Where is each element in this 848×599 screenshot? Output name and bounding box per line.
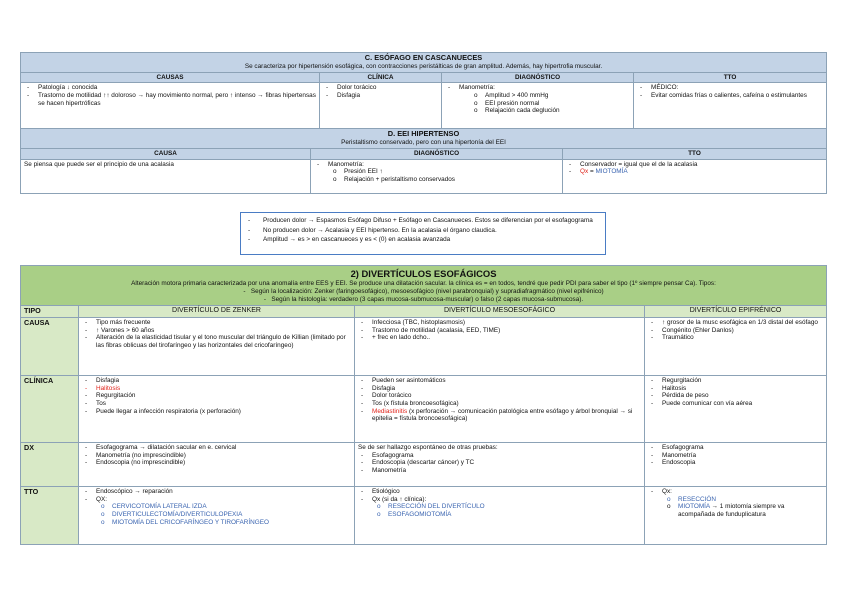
list-item: - Manometría xyxy=(648,452,823,460)
col-epi: DIVERTÍCULO EPIFRÉNICO xyxy=(645,306,827,318)
section-cascanueces xyxy=(20,52,826,194)
eei-causa: Se piensa que puede ser el principio de una acalasia xyxy=(21,159,311,193)
clinica-zenker xyxy=(79,375,355,442)
list-item: - Endoscópico → reparación xyxy=(82,488,351,496)
dx-meso xyxy=(355,442,645,486)
causa-epi xyxy=(645,317,827,375)
cascanueces-header xyxy=(21,53,827,73)
miotomia-label: MIOTOMÍA xyxy=(595,168,628,176)
cascanueces-subtitle: Se caracteriza por hipertensión esofágica, con contracciones peristálticas de gran amplitud. Además, hay hipertrofia muscular. xyxy=(244,62,603,70)
list-item: - Tos (x fístula broncoesofágica) xyxy=(358,400,641,408)
cascanueces-title: C. ESÓFAGO EN CASCANUECES xyxy=(364,53,483,62)
summary-item: - Amplitud → es > en cascanueces y es < (0) en acalasia avanzada xyxy=(245,236,601,244)
list-item: - Manometría: xyxy=(445,84,630,92)
col-zenker: DIVERTÍCULO DE ZENKER xyxy=(79,306,355,318)
eei-subtitle: Peristaltismo conservado, pero con una hipertonía del EEI xyxy=(341,139,506,147)
list-item: - Alteración de la elasticidad tisular y el tono muscular del triángulo de Killian (limitado por las fibras oblicuas del tirofaríngeo y las horizontales del cricofaríngeo) xyxy=(82,334,351,349)
col-diagnostico: DIAGNÓSTICO xyxy=(311,148,563,159)
qx-equals: = xyxy=(588,168,596,176)
miotomia-detail: → 1 miotomía siempre va acompañada de funduplicatura xyxy=(678,503,785,519)
list-item: - ↑ grosor de la musc esofágica en 1/3 distal del esófago xyxy=(648,319,823,327)
list-item: - Regurgitación xyxy=(648,377,823,385)
summary-item: - Producen dolor → Espasmos Esófago Difuso + Esófago en Cascanueces. Estos se diferencian por el esofagograma xyxy=(245,217,601,225)
diverticulos-loc xyxy=(24,288,823,296)
col-causas: CAUSAS xyxy=(21,72,320,83)
summary-item: - No producen dolor → Acalasia y EEI hipertenso. En la acalasia el órgano claudica. xyxy=(245,227,601,235)
dash: - xyxy=(263,295,272,303)
tto-epi xyxy=(645,486,827,544)
eei-header xyxy=(21,129,827,149)
list-item: - Esofagograma xyxy=(358,452,641,460)
cascanueces-table xyxy=(20,52,827,149)
mediastinitis-label: Mediastinitis xyxy=(372,407,408,415)
loc-text: Según la localización: Zenker (faringoesofágico), mesoesofágico (nivel parabronquial) y supradiafragmático (nivel epifrénico) xyxy=(250,287,604,295)
col-tto: TTO xyxy=(634,72,827,83)
list-item: - Qx: xyxy=(648,488,823,496)
list-item: - Endoscopia (descartar cáncer) y TC xyxy=(358,459,641,467)
eei-title: D. EEI HIPERTENSO xyxy=(387,129,460,139)
eei-tto xyxy=(563,159,827,193)
list-item: - Manometría: xyxy=(314,161,559,169)
section-diverticulos xyxy=(20,265,826,545)
list-item: o Relajación cada deglución xyxy=(445,107,630,115)
list-item: - Pueden ser asintomáticos xyxy=(358,377,641,385)
clinica-epi xyxy=(645,375,827,442)
mediastinitis-detail: (x perforación → comunicación patológica entre esófago y árbol bronquial → si epitelia = fístula broncoesofágica) xyxy=(372,407,633,423)
row-causa-label: CAUSA xyxy=(21,317,79,375)
list-item: - Disfagia xyxy=(358,385,641,393)
list-item xyxy=(648,503,823,518)
list-item: - Halitosis xyxy=(82,385,351,393)
list-item: o RESECCIÓN xyxy=(648,496,823,504)
list-item: - Disfagia xyxy=(323,92,438,100)
dx-epi xyxy=(645,442,827,486)
list-item: - QX: xyxy=(82,496,351,504)
cascanueces-diagnostico xyxy=(442,83,634,129)
list-item: - Disfagia xyxy=(82,377,351,385)
list-item: - Manometría (no imprescindible) xyxy=(82,452,351,460)
miotomia-label: MIOTOMÍA xyxy=(678,503,710,511)
list-item: - Endoscopia xyxy=(648,459,823,467)
list-item: - Regurgitación xyxy=(82,392,351,400)
list-item: o CERVICOTOMÍA LATERAL IZDA xyxy=(82,503,351,511)
dash: - xyxy=(243,287,251,295)
diverticulos-hist xyxy=(24,296,823,304)
list-item: - Trastorno de motilidad ↑↑ doloroso → hay movimiento normal, pero ↑ intenso → fibras hipertensas se hacen hipertróficas xyxy=(24,92,316,107)
dx-meso-intro: Se de ser hallazgo espontáneo de otras pruebas: xyxy=(358,443,498,451)
list-item: - MÉDICO: xyxy=(637,84,823,92)
list-item: o Relajación + peristaltismo conservados xyxy=(314,176,559,184)
list-item: o DIVERTICULECTOMÍA/DIVERTICULOPEXIA xyxy=(82,511,351,519)
col-diagnostico: DIAGNÓSTICO xyxy=(442,72,634,83)
list-item: - Evitar comidas frías o calientes, cafeína o estimulantes xyxy=(637,92,823,100)
list-item: - Pérdida de peso xyxy=(648,392,823,400)
list-item: - Manometría xyxy=(358,467,641,475)
list-item: - Traumático xyxy=(648,334,823,342)
summary-box xyxy=(240,212,606,255)
list-item: - Qx (si da ↑ clínica): xyxy=(358,496,641,504)
eei-table xyxy=(20,148,827,194)
list-item: - Esofagograma → dilatación sacular en e. cervical xyxy=(82,444,351,452)
list-item: - Etiológico xyxy=(358,488,641,496)
tto-meso xyxy=(355,486,645,544)
col-clinica: CLÍNICA xyxy=(320,72,442,83)
list-item: - Trastorno de motilidad (acalasia, EED, TIME) xyxy=(358,327,641,335)
diverticulos-intro: Alteración motora primaria caracterizada por una anomalía entre EES y EEI. Se produce una dilatación sacular. la clínica es = en todos, tendré que pedir PDI para saber el tipo (1º siempre pensar Ca). Tipos: xyxy=(131,280,716,288)
cascanueces-causas xyxy=(21,83,320,129)
list-item: - Esofagograma xyxy=(648,444,823,452)
list-item: - Tos xyxy=(82,400,351,408)
list-item: - ↑ Varones > 60 años xyxy=(82,327,351,335)
list-item: - Conservador = igual que el de la acalasia xyxy=(566,161,823,169)
col-meso: DIVERTÍCULO MESOESOFÁGICO xyxy=(355,306,645,318)
row-clinica-label: CLÍNICA xyxy=(21,375,79,442)
list-item: - + frec en lado dcho.. xyxy=(358,334,641,342)
row-tto-label: TTO xyxy=(21,486,79,544)
causa-meso xyxy=(355,317,645,375)
dx-zenker xyxy=(79,442,355,486)
list-item: - Patología ↓ conocida xyxy=(24,84,316,92)
list-item: - Congénito (Ehler Danlos) xyxy=(648,327,823,335)
list-item: - Halitosis xyxy=(648,385,823,393)
diverticulos-header xyxy=(21,266,827,306)
list-item: o ESOFAGOMIOTOMÍA xyxy=(358,511,641,519)
causa-zenker xyxy=(79,317,355,375)
clinica-meso xyxy=(355,375,645,442)
list-item: - Puede llegar a infección respiratoria (x perforación) xyxy=(82,408,351,416)
list-item: o RESECCIÓN DEL DIVERTÍCULO xyxy=(358,503,641,511)
qx-label: Qx xyxy=(580,168,589,176)
list-item: - Endoscopia (no imprescindible) xyxy=(82,459,351,467)
col-tipo: TIPO xyxy=(21,306,79,318)
hist-text: Según la histología: verdadero (3 capas mucosa-submucosa-muscular) o falso (2 capas mucosa-submucosa). xyxy=(271,295,584,303)
list-item: - Dolor torácico xyxy=(323,84,438,92)
list-item: o EEI presión normal xyxy=(445,100,630,108)
col-tto: TTO xyxy=(563,148,827,159)
list-item: o MIOTOMÍA DEL CRICOFARÍNGEO Y TIROFARÍNGEO xyxy=(82,519,351,527)
list-item: - Puede comunicar con vía aérea xyxy=(648,400,823,408)
cascanueces-tto xyxy=(634,83,827,129)
list-item xyxy=(566,168,823,176)
diverticulos-table xyxy=(20,265,827,545)
row-dx-label: DX xyxy=(21,442,79,486)
list-item: o Amplitud > 400 mmHg xyxy=(445,92,630,100)
list-item: - Infecciosa (TBC, histoplasmosis) xyxy=(358,319,641,327)
eei-diagnostico xyxy=(311,159,563,193)
list-item xyxy=(358,408,641,423)
col-causa: CAUSA xyxy=(21,148,311,159)
list-item: o Presión EEI ↑ xyxy=(314,168,559,176)
list-item: - Tipo más frecuente xyxy=(82,319,351,327)
diverticulos-title: 2) DIVERTÍCULOS ESOFÁGICOS xyxy=(350,268,497,279)
tto-zenker xyxy=(79,486,355,544)
cascanueces-clinica xyxy=(320,83,442,129)
list-item: - Dolor torácico xyxy=(358,392,641,400)
